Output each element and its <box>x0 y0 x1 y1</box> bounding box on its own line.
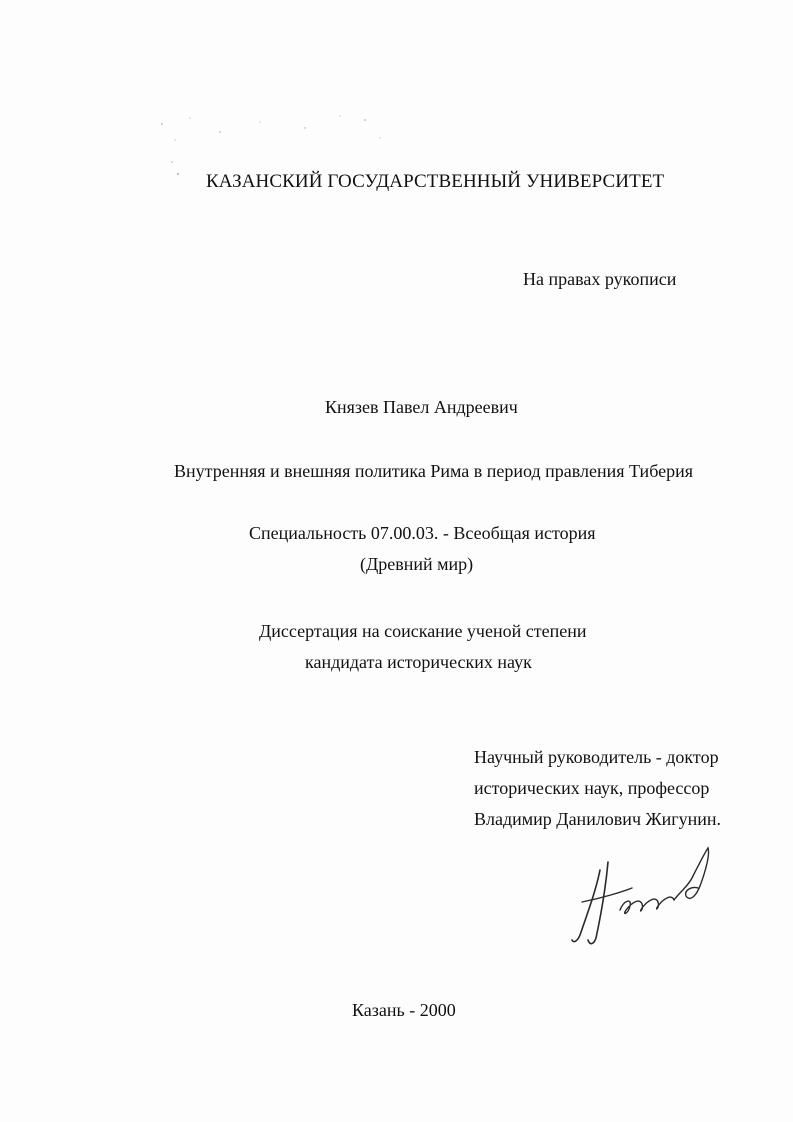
university-name: КАЗАНСКИЙ ГОСУДАРСТВЕННЫЙ УНИВЕРСИТЕТ <box>206 171 665 192</box>
specialty-sub: (Древний мир) <box>360 554 474 574</box>
city-year: Казань - 2000 <box>352 1000 456 1020</box>
advisor-line-2: исторических наук, профессор <box>474 778 710 798</box>
rights-note: На правах рукописи <box>523 269 677 289</box>
advisor-line-1: Научный руководитель - доктор <box>474 747 719 767</box>
author-name: Князев Павел Андреевич <box>325 397 518 417</box>
advisor-line-3: Владимир Данилович Жигунин. <box>474 809 722 829</box>
specialty: Специальность 07.00.03. - Всеобщая история <box>249 523 596 543</box>
dissertation-degree-line-1: Диссертация на соискание ученой степени <box>259 621 587 641</box>
scan-specks <box>150 110 410 180</box>
dissertation-degree-line-2: кандидата исторических наук <box>305 652 532 672</box>
dissertation-title: Внутренняя и внешняя политика Рима в период правления Тиберия <box>174 461 694 481</box>
handwritten-signature <box>562 840 732 950</box>
